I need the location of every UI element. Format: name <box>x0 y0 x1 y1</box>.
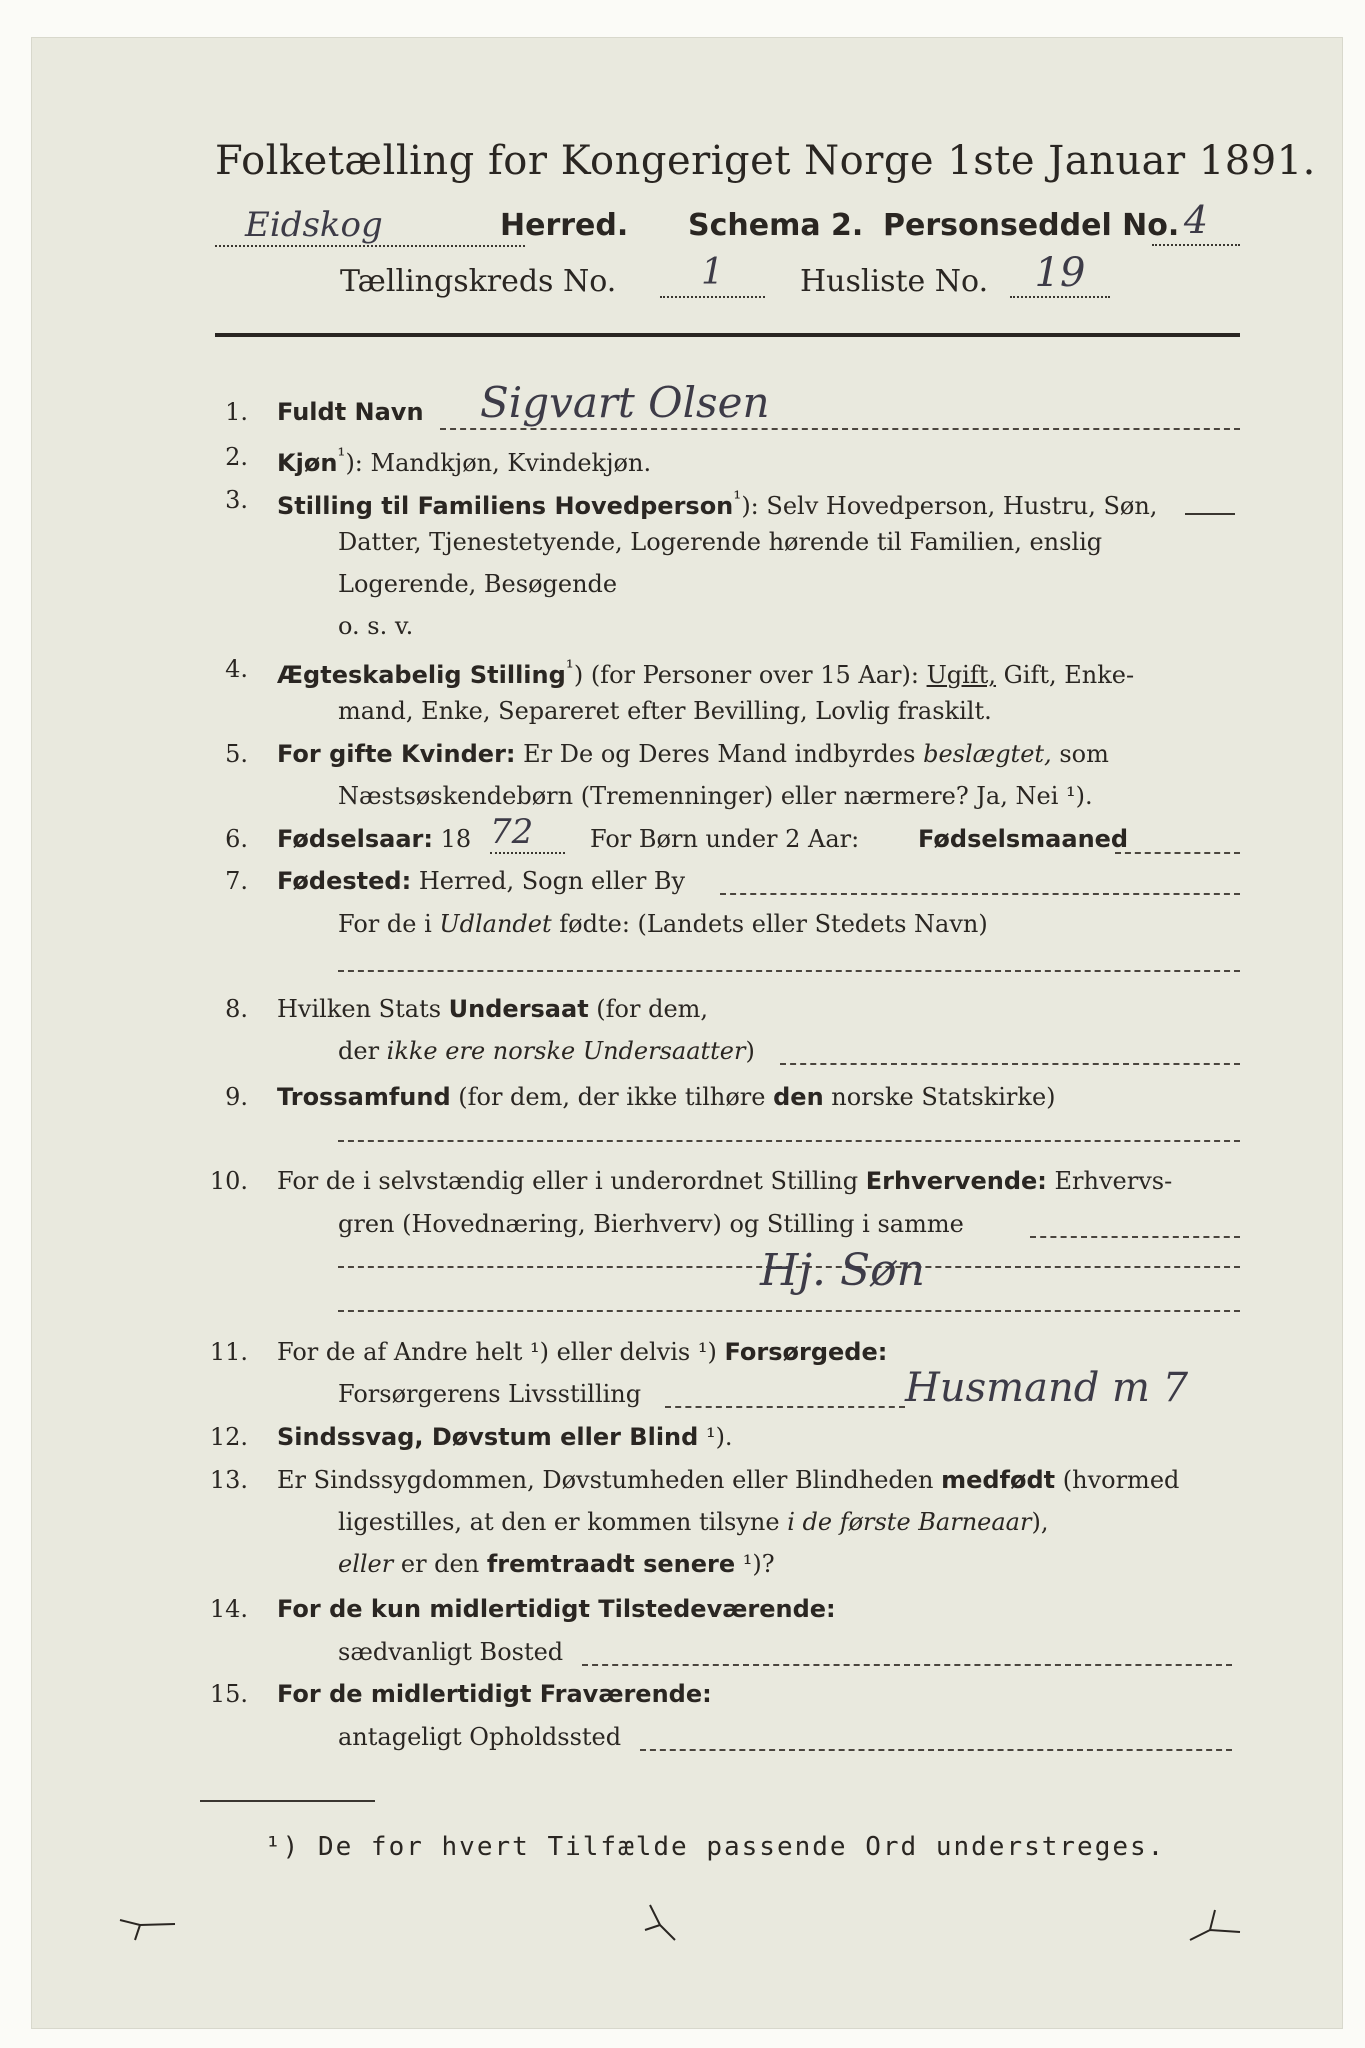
item-7-line <box>720 893 1240 895</box>
item-8-line1-b: (for dem, <box>588 995 709 1023</box>
item-8-line2-italic: ikke ere norske Undersaatter <box>386 1037 746 1065</box>
item-4-rest-b: Gift, Enke- <box>995 661 1135 689</box>
item-5-text <box>277 740 1109 768</box>
schema-label: Schema 2. <box>688 208 864 243</box>
item-6-number: 6. <box>225 825 248 853</box>
item-11-number: 11. <box>209 1338 248 1366</box>
son-underline-mark <box>1185 513 1235 515</box>
item-13-line2-a: ligestilles, at den er kommen tilsyne <box>338 1508 788 1536</box>
footnote-rule <box>200 1800 375 1802</box>
item-6-rest: For Børn under 2 Aar: <box>590 825 860 853</box>
item-7-rest: Herred, Sogn eller By <box>411 867 686 895</box>
item-7-line2 <box>338 910 988 938</box>
item-4-line2: mand, Enke, Separeret efter Bevilling, Lovlig fraskilt. <box>338 697 992 725</box>
item-1-label: Fuldt Navn <box>277 398 424 426</box>
item-13-line3 <box>338 1550 775 1578</box>
item-12-number: 12. <box>209 1423 248 1451</box>
item-1-line <box>440 428 1240 430</box>
item-10-label: Erhvervende: <box>865 1167 1047 1195</box>
item-7-text <box>277 867 685 895</box>
item-4-ugift-underlined: Ugift, <box>926 661 996 689</box>
item-8-text <box>277 995 708 1023</box>
item-9-line <box>338 1140 1240 1142</box>
item-2-rest: ): Mandkjøn, Kvindekjøn. <box>345 449 652 477</box>
item-2-text <box>277 443 651 477</box>
item-13-text <box>277 1466 1179 1494</box>
item-10-handwritten: Hj. Søn <box>760 1245 925 1296</box>
item-3-line3: Logerende, Besøgende <box>338 570 618 598</box>
item-9-rest2: norske Statskirke) <box>823 1083 1056 1111</box>
item-11-line2: Forsørgerens Livsstilling <box>338 1380 642 1408</box>
taellingskreds-number: 1 <box>660 252 765 298</box>
item-10-line2-dots <box>1030 1236 1240 1238</box>
item-3-number: 3. <box>225 486 248 514</box>
item-5-italic: beslægtet, <box>923 740 1052 768</box>
item-3-rest: ): Selv Hovedperson, Hustru, Søn, <box>741 492 1158 520</box>
item-13-line2 <box>338 1508 1048 1536</box>
personseddel-label: Personseddel No. <box>883 208 1180 243</box>
item-8-line2-a: der <box>338 1037 387 1065</box>
item-14-line <box>582 1664 1232 1666</box>
item-9-number: 9. <box>225 1083 248 1111</box>
item-4-number: 4. <box>225 655 248 683</box>
form-title: Folketælling for Kongeriget Norge 1ste Januar 1891. <box>215 138 1316 184</box>
item-13-line1-a: Er Sindssygdommen, Døvstumheden eller Blindheden <box>277 1466 942 1494</box>
item-1-name-handwritten: Sigvart Olsen <box>480 378 770 427</box>
item-15-number: 15. <box>209 1680 248 1708</box>
item-4-rest-a: ) (for Personer over 15 Aar): <box>573 661 927 689</box>
item-10-line4 <box>338 1310 1240 1312</box>
item-6-line <box>1115 852 1240 854</box>
item-9-label: Trossamfund <box>277 1083 451 1111</box>
item-11-text <box>277 1338 887 1366</box>
item-3-line4: o. s. v. <box>338 612 414 640</box>
item-10-number: 10. <box>209 1167 248 1195</box>
husliste-label: Husliste No. <box>800 264 989 299</box>
taellingskreds-label: Tællingskreds No. <box>340 264 617 299</box>
item-3-text: Stilling til Familiens Hovedperson$^{^1}$): Selv Hovedperson, Hustru, Søn, <box>277 486 1158 520</box>
item-8-line2-b: ) <box>745 1037 755 1065</box>
item-3-label: Stilling til Familiens Hovedperson <box>277 492 734 520</box>
item-13-line2-italic: i de første Barneaar <box>787 1508 1032 1536</box>
item-13-line3-c: ¹)? <box>735 1550 775 1578</box>
item-7-line2-italic: Udlandet <box>439 910 552 938</box>
item-13-label: medfødt <box>941 1466 1056 1494</box>
item-12-rest: ¹). <box>698 1423 733 1451</box>
footnote: ¹) De for hvert Tilfælde passende Ord understreges. <box>265 1832 1166 1862</box>
item-11-line1-a: For de af Andre helt ¹) eller delvis ¹) <box>277 1338 725 1366</box>
item-4-text: Ægteskabelig Stilling$^{^1}$) (for Personer over 15 Aar): Ugift, Gift, Enke- <box>277 655 1135 689</box>
item-3-line2: Datter, Tjenestetyende, Logerende hørende til Familien, enslig <box>338 528 1103 556</box>
item-13-line3-bold: fremtraadt senere <box>486 1550 736 1578</box>
item-14-number: 14. <box>209 1595 248 1623</box>
item-7-line2-a: For de i <box>338 910 440 938</box>
item-7-number: 7. <box>225 867 248 895</box>
item-4-label: Ægteskabelig Stilling <box>277 661 566 689</box>
item-6-label2: Fødselsmaaned <box>918 825 1129 853</box>
item-10-line1-a: For de i selvstændig eller i underordnet Stilling <box>277 1167 866 1195</box>
husliste-number: 19 <box>1010 250 1110 298</box>
item-9-bold: den <box>773 1083 824 1111</box>
item-13-line1-b: (hvormed <box>1055 1466 1180 1494</box>
item-5-number: 5. <box>225 740 248 768</box>
item-7-label: Fødested: <box>277 867 412 895</box>
herred-label: Herred. <box>500 208 629 243</box>
item-11-label: Forsørgede: <box>724 1338 888 1366</box>
item-2-label: Kjøn <box>277 449 338 477</box>
item-10-text <box>277 1167 1172 1195</box>
item-12-text <box>277 1423 733 1451</box>
item-7-line3 <box>338 970 1240 972</box>
item-13-line3-italic: eller <box>338 1550 394 1578</box>
personseddel-number: 4 <box>1152 198 1240 246</box>
item-10-line2: gren (Hovednæring, Bierhverv) og Stilling i samme <box>338 1210 964 1238</box>
item-14-label: For de kun midlertidigt Tilstedeværende: <box>277 1595 836 1623</box>
item-9-text <box>277 1083 1056 1111</box>
item-8-line2 <box>338 1037 755 1065</box>
item-2-number: 2. <box>225 443 248 471</box>
item-2-sup: ¹ <box>337 443 346 467</box>
item-5-line2: Næstsøskendebørn (Tremenninger) eller nærmere? Ja, Nei ¹). <box>338 782 1093 810</box>
item-5-label: For gifte Kvinder: <box>277 740 516 768</box>
item-15-line <box>640 1749 1232 1751</box>
herred-handwritten: Eidskog <box>215 205 525 247</box>
item-10-line1-b: Erhvervs- <box>1046 1167 1173 1195</box>
item-15-line2: antageligt Opholdssted <box>338 1723 622 1751</box>
item-11-line <box>665 1406 905 1408</box>
item-11-handwritten: Husmand m 7 <box>905 1365 1189 1411</box>
item-15-label: For de midlertidigt Fraværende: <box>277 1680 712 1708</box>
corner-marks <box>115 1900 1255 1960</box>
item-8-line1-a: Hvilken Stats <box>277 995 449 1023</box>
item-1-number: 1. <box>225 398 248 426</box>
item-6-year-handwritten: 72 <box>490 812 565 854</box>
item-6-label: Fødselsaar: <box>277 825 433 853</box>
item-6-year-prefix: 18 <box>433 825 472 853</box>
item-8-label: Undersaat <box>448 995 589 1023</box>
item-13-line2-b: ), <box>1031 1508 1049 1536</box>
item-5-rest-b: som <box>1051 740 1109 768</box>
item-7-line2-b: fødte: (Landets eller Stedets Navn) <box>551 910 988 938</box>
item-8-number: 8. <box>225 995 248 1023</box>
item-9-rest: (for dem, der ikke tilhøre <box>450 1083 774 1111</box>
item-14-line2: sædvanligt Bosted <box>338 1638 564 1666</box>
item-12-label: Sindssvag, Døvstum eller Blind <box>277 1423 699 1451</box>
item-8-line <box>780 1063 1240 1065</box>
item-5-rest-a: Er De og Deres Mand indbyrdes <box>515 740 924 768</box>
item-13-number: 13. <box>209 1466 248 1494</box>
header-rule <box>215 333 1240 337</box>
item-13-line3-a: er den <box>393 1550 487 1578</box>
item-6-text <box>277 825 471 853</box>
